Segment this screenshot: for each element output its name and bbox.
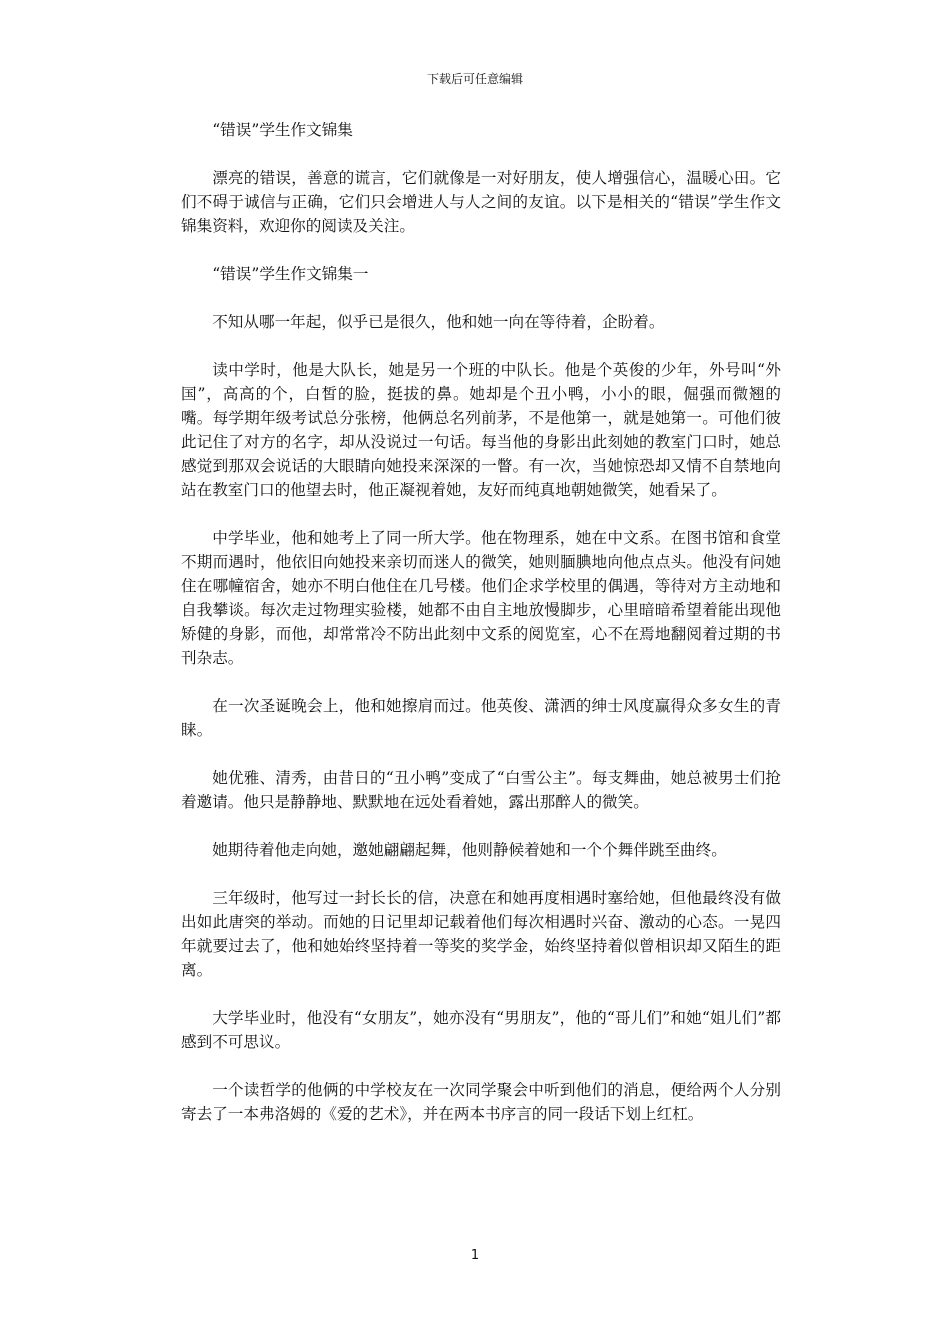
document-title: “错误”学生作文锦集 [212,121,353,139]
page-header-note: 下载后可任意编辑 [426,72,523,86]
document-body [181,118,781,1150]
body-paragraph: 三年级时，他写过一封长长的信，决意在和她再度相遇时塞给她，但他最终没有做出如此唐突的举动。而她的日记里却记载着他们每次相遇时兴奋、激动的心态。一晃四年就要过去了，他和她始终坚持着一等奖的奖学金，始终坚持着似曾相识却又陌生的距离。 [181,889,781,979]
intro-paragraph: 漂亮的错误，善意的谎言，它们就像是一对好朋友，使人增强信心，温暖心田。它们不碍于诚信与正确，它们只会增进人与人之间的友谊。以下是相关的“错误”学生作文锦集资料，欢迎你的阅读及关注。 [181,169,781,235]
body-paragraph: 不知从哪一年起，似乎已是很久，他和她一向在等待着，企盼着。 [212,313,665,331]
section-title: “错误”学生作文锦集一 [212,265,369,283]
page-number: 1 [470,1248,480,1263]
body-paragraph: 一个读哲学的他俩的中学校友在一次同学聚会中听到他们的消息，便给两个人分别寄去了一本弗洛姆的《爱的艺术》，并在两本书序言的同一段话下划上红杠。 [181,1081,781,1123]
body-paragraph: 中学毕业，他和她考上了同一所大学。他在物理系，她在中文系。在图书馆和食堂不期而遇时，他依旧向她投来亲切而迷人的微笑，她则腼腆地向他点点头。他没有问她住在哪幢宿舍，她亦不明白他住在几号楼。他们企求学校里的偶遇，等待对方主动地和自我攀谈。每次走过物理实验楼，她都不由自主地放慢脚步，心里暗暗希望着能出现他矫健的身影，而他，却常常冷不防出此刻中文系的阅览室，心不在焉地翻阅着过期的书刊杂志。 [181,529,781,667]
body-paragraph: 大学毕业时，他没有“女朋友”，她亦没有“男朋友”，他的“哥儿们”和她“姐儿们”都感到不可思议。 [181,1009,781,1051]
body-paragraph: 她优雅、清秀，由昔日的“丑小鸭”变成了“白雪公主”。每支舞曲，她总被男士们抢着邀请。他只是静静地、默默地在远处看着她，露出那醉人的微笑。 [181,769,781,811]
body-paragraph: 她期待着他走向她，邀她翩翩起舞，他则静候着她和一个个舞伴跳至曲终。 [212,841,727,859]
body-paragraph: 在一次圣诞晚会上，他和她擦肩而过。他英俊、潇洒的绅士风度赢得众多女生的青睐。 [181,697,781,739]
body-paragraph: 读中学时，他是大队长，她是另一个班的中队长。他是个英俊的少年，外号叫“外国”，高高的个，白皙的脸，挺拔的鼻。她却是个丑小鸭，小小的眼，倔强而微翘的嘴。每学期年级考试总分张榜，他俩总名列前茅，不是他第一，就是她第一。可他们彼此记住了对方的名字，却从没说过一句话。每当他的身影出此刻她的教室门口时，她总感觉到那双会说话的大眼睛向她投来深深的一瞥。有一次，当她惊恐却又情不自禁地向站在教室门口的他望去时，他正凝视着她，友好而纯真地朝她微笑，她看呆了。 [181,361,781,499]
